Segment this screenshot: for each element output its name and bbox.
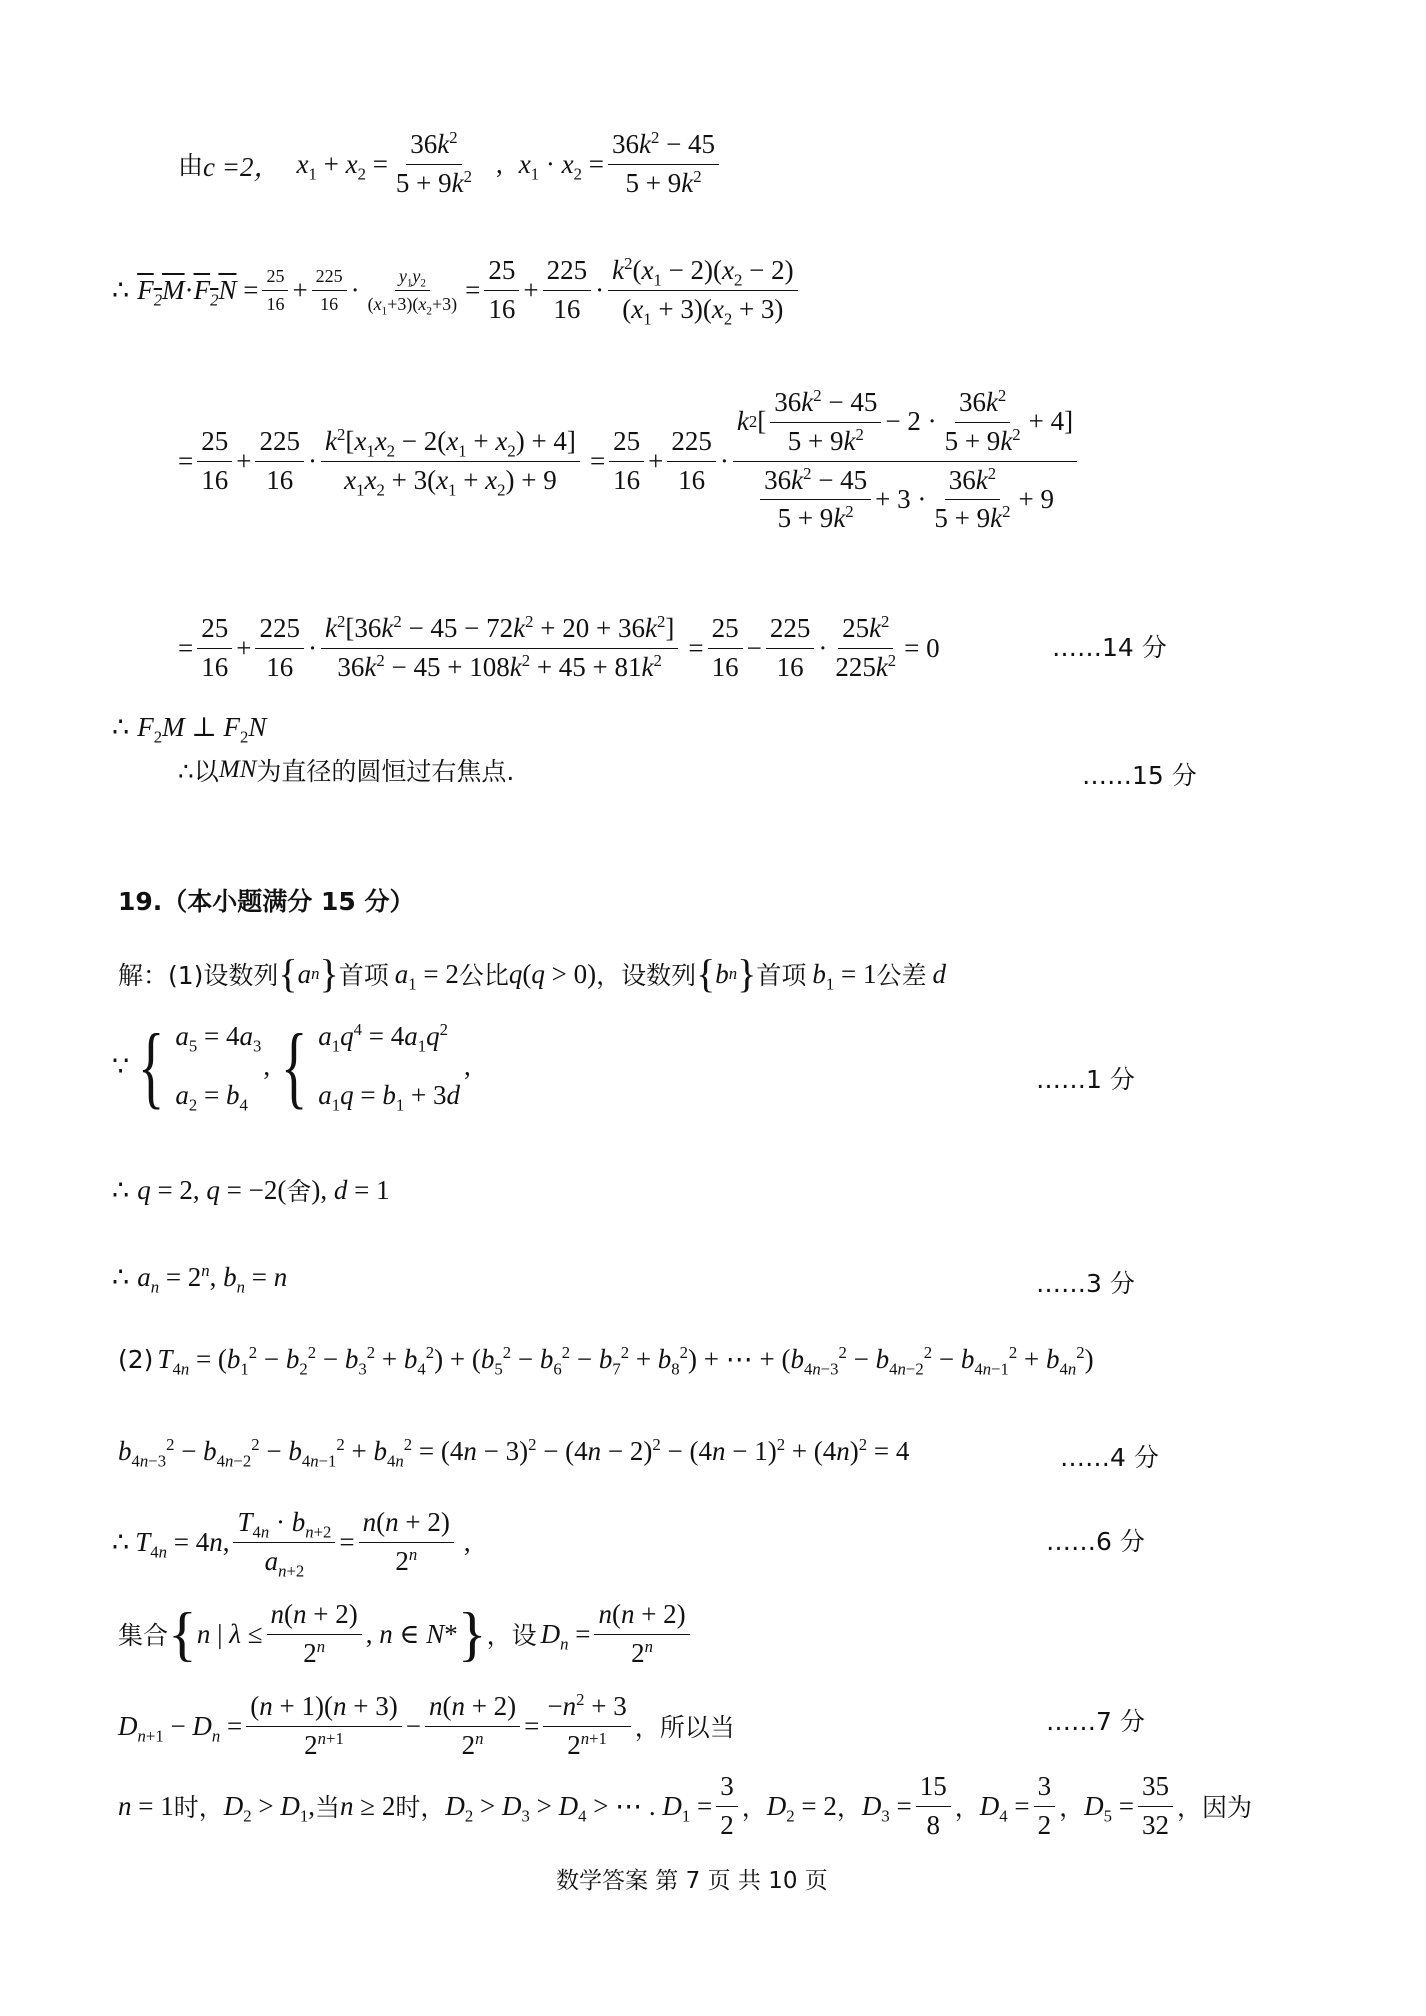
you-text: 由 <box>178 151 204 181</box>
score-3: ……3 分 <box>1036 1269 1135 1298</box>
page-footer: 数学答案 第 7 页 共 10 页 <box>556 1868 828 1894</box>
circle-text: 为直径的圆恒过右焦点. <box>256 757 515 786</box>
conclusion-line <box>178 752 514 788</box>
t4n-line: (2) $T_{4n} = (b_1^2 - b_2^2 - b_3^2 + b_4^2) + (b_5^2 - b_6^2 - b_7^2 + b_8^2)$ + ⋯ + $(b_{4n-3}^2 - b_{4n-2}^2 - b_{4n-1}^2 + b_{4n}^2)$ <box>118 1343 1094 1379</box>
group-sum-line: $b_{4n-3}^2 - b_{4n-2}^2 - b_{4n-1}^2 + b_{4n}^2 = (4n - 3)^2 - (4n - 2)^2 - (4n - 1)^2 + (4n)^2 = 4$ <box>118 1435 910 1471</box>
set-line: 集合 { n | λ ≤ $\frac{n(n + 2)}{2^n}$ , n ∈ N* } ，设 $D_n$ = $\frac{n(n + 2)}{2^n}$ <box>118 1598 694 1671</box>
score-14: ……14 分 <box>1052 633 1167 662</box>
mn-label: MN <box>218 756 257 783</box>
solution-intro: 解：(1)设数列 { a n } 首项 $a_1 = 2$ 公比 q(q > 0) ，设数列 { b n } 首项 $b_1 = 1$ 公差 d <box>118 951 946 996</box>
expansion-line: = $\frac{25}{16}$ + $\frac{225}{16}$ · $\frac{k^2[x_1x_2 - 2(x_1 + x_2) + 4]}{x_1x_2 + 3(x_1 + x_2) + 9}$ = $\frac{25}{16}$ + $\frac{225}{16}$ · k 2 [ $\frac{36k^2 - 45}{5 + 9k^2}$ − 2 · $\frac{36k^2}{5 + 9k^2}$ + 4] $\frac{36k^2 - 45}{5 + 9k^2}$ + 3 · $\frac{36k^2}{5 + 9k^2}$ + 9 <box>178 386 1081 536</box>
score-1: ……1 分 <box>1036 1065 1135 1094</box>
difference-line: $D_{n+1} - D_n$ = $\frac{(n + 1)(n + 3)}{2^{n+1}}$ − $\frac{n(n + 2)}{2^n}$ = $\frac{-n^2 + 3}{2^{n+1}}$ ，所以当 <box>118 1690 735 1760</box>
general-term-line: ∴ $a_n = 2^n$, $b_n = n$ <box>112 1261 288 1297</box>
score-4: ……4 分 <box>1060 1443 1159 1472</box>
q-values-line: ∴ q = 2, q = −2( 舍 ), d = 1 <box>112 1174 390 1206</box>
score-7: ……7 分 <box>1046 1707 1145 1736</box>
monotonic-line: n = 1 时， $D_2 > D_1$, 当 n ≥ 2 时， $D_2 > D_3 > D_4$ > ⋯ . $D_1$ = $\frac{3}{2}$ ， $D_2 = 2$ ， $D_3$ = $\frac{15}{8}$ ， $D_4$ = $\frac{3}{2}$ ， $D_5$ = $\frac{35}{32}$ ，因为 <box>118 1771 1253 1840</box>
score-15: ……15 分 <box>1082 761 1197 790</box>
q19-title: 19.（本小题满分 15 分） <box>118 887 415 916</box>
t4n-result-line: ∴ $T_{4n} = 4n$, $\frac{T_{4n} \cdot b_{n+2}}{a_{n+2}}$ = $\frac{n(n + 2)}{2^n}$ , <box>112 1507 471 1581</box>
because-symbol: ∵ <box>112 1050 130 1081</box>
circle-prefix: ∴以 <box>178 757 219 786</box>
therefore-symbol: ∴ <box>112 274 130 305</box>
result-line: = $\frac{25}{16}$ + $\frac{225}{16}$ · $\frac{k^2[36k^2 - 45 - 72k^2 + 20 + 36k^2]}{36k^2 - 45 + 108k^2 + 45 + 81k^2}$ = $\frac{25}{16}$ − $\frac{225}{16}$ · $\frac{25k^2}{225k^2}$ = 0 <box>178 612 940 682</box>
perpendicular-line: ∴ $F_2M$ ⊥ $F_2N$ <box>112 712 267 747</box>
c-eq-text: c =2， <box>203 151 281 182</box>
dot-product-line: ∴ $F_2M\cdot F_2N$ = $\frac{25}{16}$ + $\frac{225}{16}$ · $\frac{y_1y_2}{(x_1+3)(x_2+3)}$ = $\frac{25}{16}$ + $\frac{225}{16}$ · $\frac{k^2(x_1 - 2)(x_2 - 2)}{(x_1 + 3)(x_2 + 3)}$ <box>112 254 802 327</box>
score-6: ……6 分 <box>1046 1527 1145 1556</box>
system-line: ∵ { $a_5 = 4a_3$ $a_2 = b_4$ , { $a_1q^4 = 4a_1q^2$ $a_1q = b_1 + 3d$ , <box>112 1015 471 1117</box>
vieta-line: 由 c =2， $x_1 + x_2$ = $\frac{36k^2}{5 + 9k^2}$ , $x_1 \cdot x_2$ = $\frac{36k^2 - 45}{5 + 9k^2}$ <box>178 128 723 201</box>
